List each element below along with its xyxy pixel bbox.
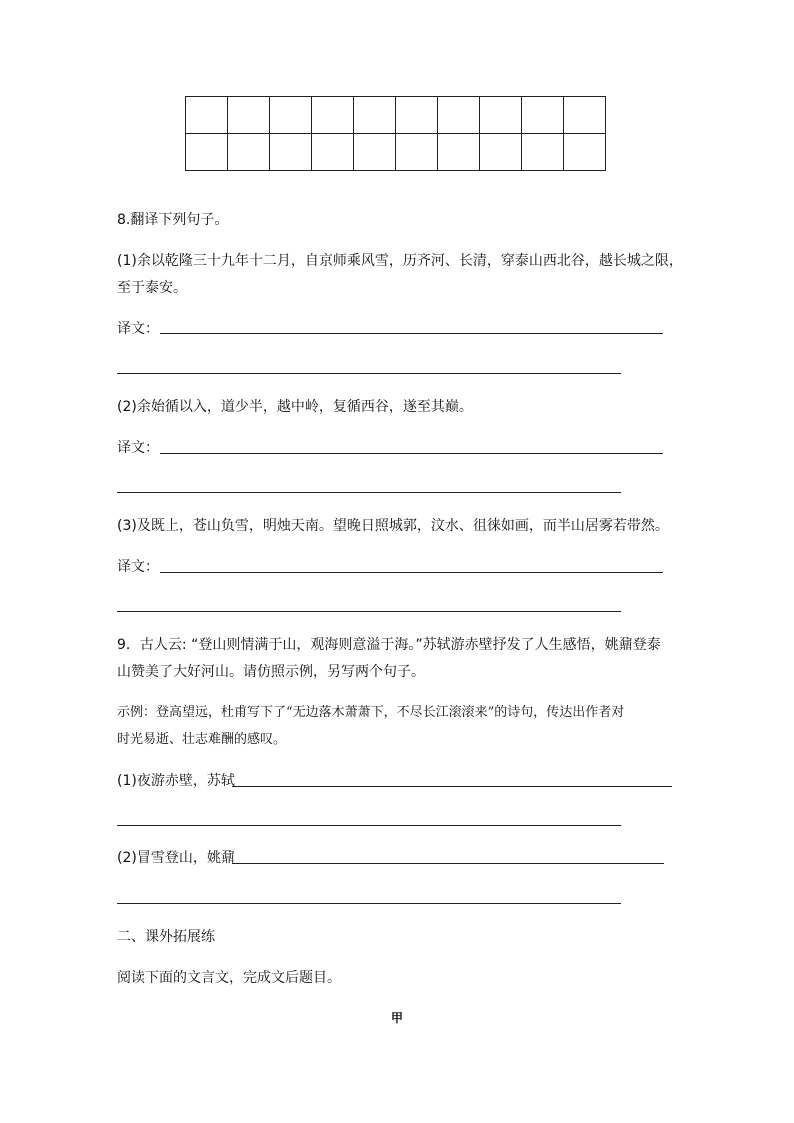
grid-cell[interactable] xyxy=(480,134,522,171)
answer-grid xyxy=(185,96,606,171)
grid-cell[interactable] xyxy=(522,134,564,171)
grid-cell[interactable] xyxy=(354,134,396,171)
q8-sentence-2: (2)余始循以入，道少半，越中岭，复循西谷，遂至其巅。 xyxy=(117,399,473,415)
q8-sentence-3: (3)及既上，苍山负雪，明烛天南。望晚日照城郭，汶水、徂徕如画，而半山居雾若带然。 xyxy=(117,518,669,534)
grid-cell[interactable] xyxy=(270,134,312,171)
grid-row xyxy=(186,97,606,134)
q9-item-2: (2)冒雪登山，姚鼐 xyxy=(117,850,235,866)
grid-cell[interactable] xyxy=(312,97,354,134)
grid-cell[interactable] xyxy=(270,97,312,134)
grid-cell[interactable] xyxy=(396,97,438,134)
grid-cell[interactable] xyxy=(438,134,480,171)
translation-label-2: 译文： xyxy=(117,440,159,456)
q9-example-line-2: 时光易逝、壮志难酬的感叹。 xyxy=(117,732,287,747)
grid-cell[interactable] xyxy=(480,97,522,134)
q9-prompt-line-2: 山赞美了大好河山。请仿照示例，另写两个句子。 xyxy=(117,664,425,680)
translation-label-1: 译文： xyxy=(117,321,159,337)
q9-prompt-line-1: 9．古人云: “登山则情满于山，观海则意溢于海。”苏轼游赤壁抒发了人生感悟，姚鼐登泰 xyxy=(117,637,661,653)
grid-cell[interactable] xyxy=(228,97,270,134)
q8-sentence-1-line-1: (1)余以乾隆三十九年十二月，自京师乘风雪，历齐河、长清，穿泰山西北谷，越长城之限， xyxy=(117,253,683,269)
grid-cell[interactable] xyxy=(354,97,396,134)
grid-cell[interactable] xyxy=(186,97,228,134)
grid-cell[interactable] xyxy=(522,97,564,134)
translation-answer-line-1b[interactable] xyxy=(117,373,621,374)
translation-label-3: 译文： xyxy=(117,559,159,575)
translation-answer-line-3b[interactable] xyxy=(117,611,621,612)
grid-cell[interactable] xyxy=(564,97,606,134)
q9-answer-line-2a[interactable] xyxy=(232,863,664,864)
translation-answer-line-2b[interactable] xyxy=(117,492,621,493)
translation-answer-line-1a[interactable] xyxy=(160,333,663,334)
q9-answer-line-1a[interactable] xyxy=(232,786,672,787)
q9-example-line-1: 示例：登高望远，杜甫写下了“无边落木萧萧下，不尽长江滚滚来”的诗句，传达出作者对 xyxy=(117,705,625,720)
grid-row xyxy=(186,134,606,171)
grid-cell[interactable] xyxy=(186,134,228,171)
grid-cell[interactable] xyxy=(312,134,354,171)
q8-sentence-1-line-2: 至于泰安。 xyxy=(117,280,187,296)
grid-cell[interactable] xyxy=(396,134,438,171)
q9-answer-line-2b[interactable] xyxy=(117,903,621,904)
grid-cell[interactable] xyxy=(438,97,480,134)
translation-answer-line-2a[interactable] xyxy=(160,453,663,454)
grid-cell[interactable] xyxy=(228,134,270,171)
translation-answer-line-3a[interactable] xyxy=(160,572,663,573)
q8-heading: 8.翻译下列句子。 xyxy=(117,212,229,228)
q9-answer-line-1b[interactable] xyxy=(117,825,621,826)
section-2-heading: 二、课外拓展练 xyxy=(117,929,215,945)
grid-cell[interactable] xyxy=(564,134,606,171)
section-2-instruction: 阅读下面的文言文，完成文后题目。 xyxy=(117,970,341,986)
passage-subtitle: 甲 xyxy=(391,1011,404,1025)
q9-item-1: (1)夜游赤壁，苏轼 xyxy=(117,773,235,789)
